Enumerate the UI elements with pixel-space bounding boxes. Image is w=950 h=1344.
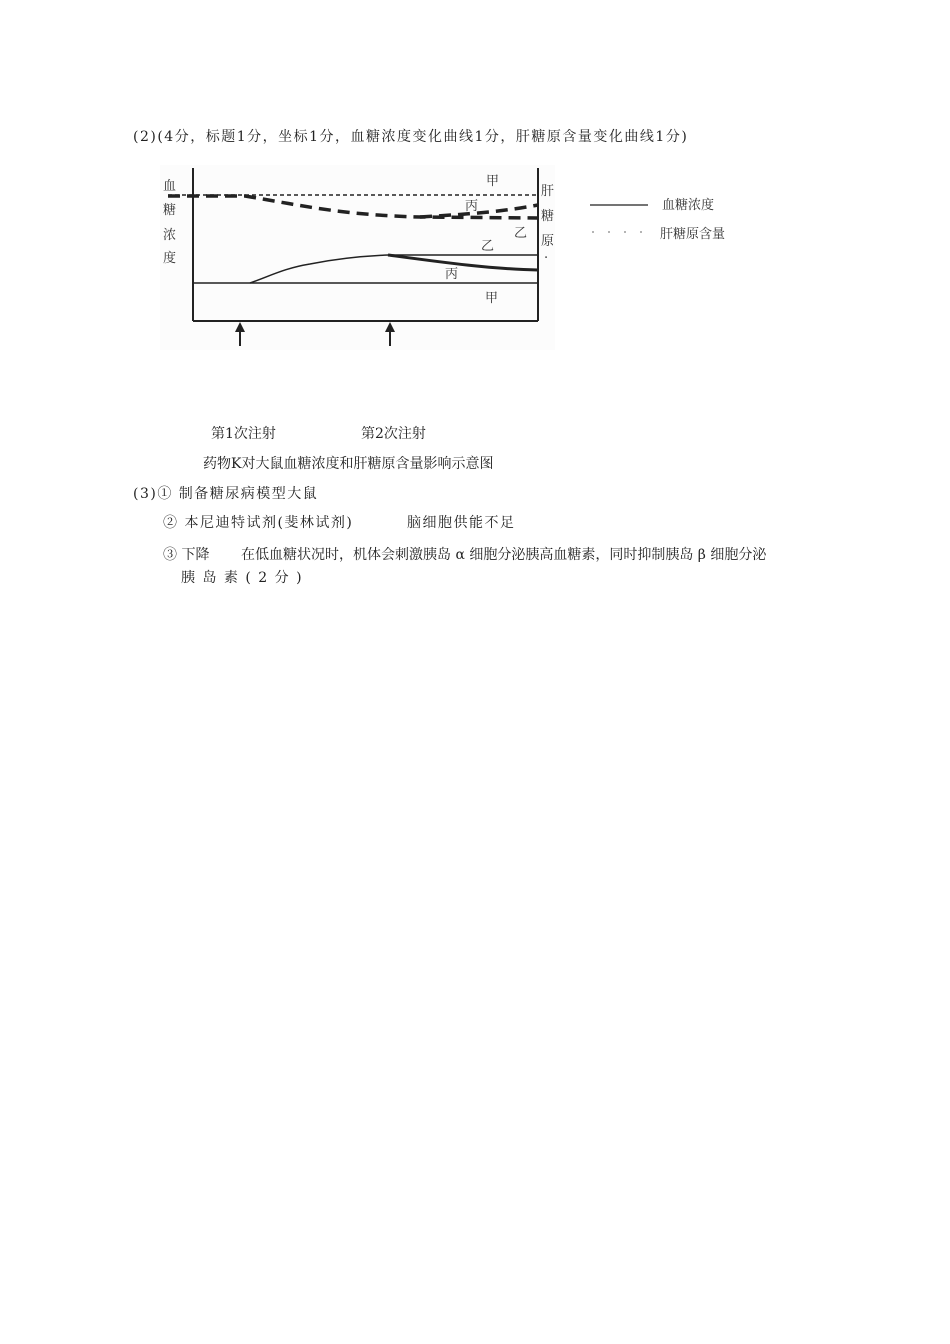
label-glucose-jia: 甲 [485,291,499,306]
label-glucose-yi: 乙 [481,239,495,254]
y-label-right-2: 原 [541,234,555,249]
y-label-left-0: 血 [163,179,177,194]
y-label-left-3: 度 [163,251,177,266]
scoring-header: (2)(4分，标题1分，坐标1分，血糖浓度变化曲线1分，肝糖原含量变化曲线1分) [133,129,689,145]
y-label-right-3: · [544,251,549,266]
label-glycogen-yi: 乙 [514,226,528,241]
label-glucose-bing: 丙 [445,267,459,282]
y-label-left-2: 浓 [163,228,177,243]
injection-1-label: 第1次注射 [211,426,276,442]
answer-3-2b: 脑细胞供能不足 [407,515,516,531]
answer-3-2a: ② 本尼迪特试剂(斐林试剂) [163,515,354,531]
answer-3-3c: 胰 岛 素 ( 2 分 ) [181,570,304,586]
label-glycogen-bing: 丙 [465,199,479,214]
label-glycogen-jia: 甲 [486,174,500,189]
answer-3-3a: ③ 下降 [163,547,210,563]
y-label-left-1: 糖 [163,203,177,218]
diagram [0,0,950,400]
answer-3-1: (3)① 制备糖尿病模型大鼠 [133,486,319,502]
answer-3-3b: 在低血糖状况时，机体会刺激胰岛 α 细胞分泌胰高血糖素，同时抑制胰岛 β 细胞分泌 [241,547,767,563]
y-label-right-1: 糖 [541,209,555,224]
figure-title: 药物K对大鼠血糖浓度和肝糖原含量影响示意图 [203,456,494,472]
legend-glycogen-label: 肝糖原含量 [660,227,726,242]
legend-glucose-label: 血糖浓度 [662,198,715,213]
y-label-right-0: 肝 [541,184,555,199]
injection-2-label: 第2次注射 [361,426,426,442]
